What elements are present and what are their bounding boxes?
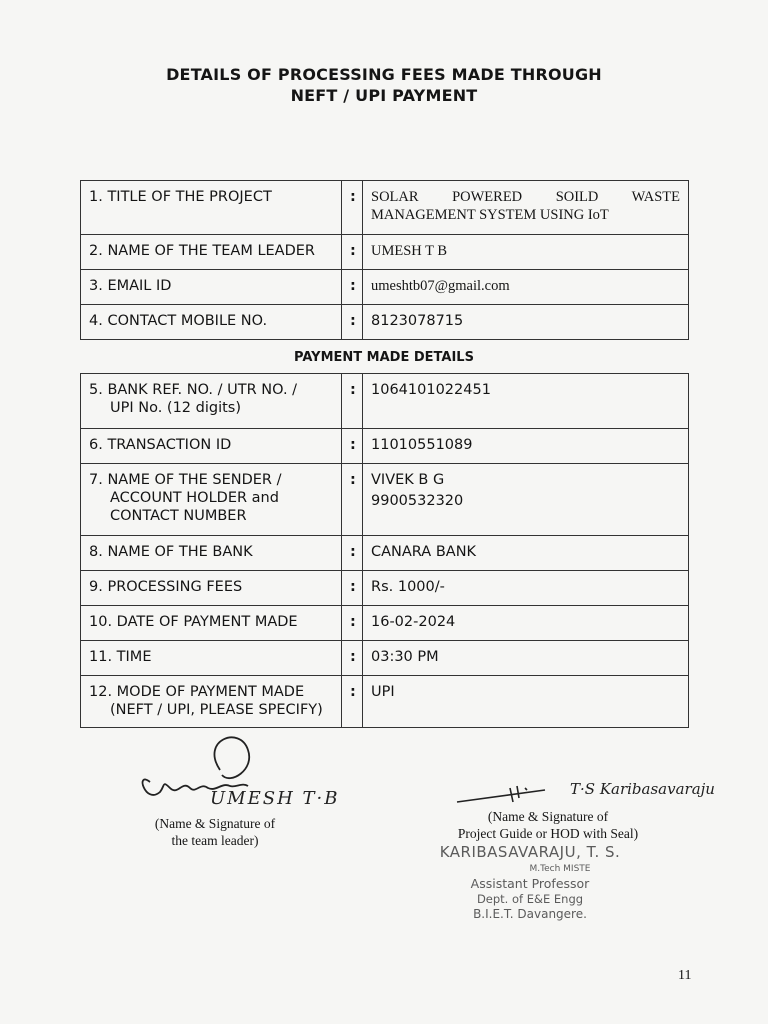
page-number: 11	[678, 968, 692, 983]
stamp-line: Dept. of E&E Engg	[476, 892, 584, 906]
payment-details-table	[80, 373, 689, 728]
email-value: umeshtb07@gmail.com	[363, 270, 689, 305]
project-title-value: SOLAR POWERED SOILD WASTE MANAGEMENT SYSTEM USING IoT	[363, 181, 689, 235]
separator: :	[342, 606, 363, 641]
transaction-id-value: 11010551089	[363, 429, 689, 464]
time-value: 03:30 PM	[363, 641, 689, 676]
row-label: 8. NAME OF THE BANK	[81, 536, 342, 571]
row-label: 2. NAME OF THE TEAM LEADER	[81, 235, 342, 270]
official-seal-stamp	[430, 843, 630, 921]
table-row	[81, 606, 689, 641]
caption-line: Project Guide or HOD with Seal)	[457, 826, 639, 841]
caption-line: the team leader)	[171, 833, 259, 848]
row-label: 4. CONTACT MOBILE NO.	[81, 305, 342, 340]
separator: :	[342, 374, 363, 429]
guide-caption	[418, 808, 678, 842]
table-row	[81, 374, 689, 429]
row-label: 3. EMAIL ID	[81, 270, 342, 305]
payment-mode-value: UPI	[363, 676, 689, 728]
team-leader-value: UMESH T B	[363, 235, 689, 270]
stamp-line: B.I.E.T. Davangere.	[473, 907, 587, 921]
document-title-line2: NEFT / UPI PAYMENT	[290, 86, 478, 105]
guide-signature-scribble	[455, 780, 575, 810]
table-row	[81, 235, 689, 270]
table-row	[81, 571, 689, 606]
table-row	[81, 181, 689, 235]
row-label-line: 5. BANK REF. NO. / UTR NO. /	[89, 382, 298, 398]
sender-contact: 9900532320	[371, 493, 464, 509]
row-label-line: 7. NAME OF THE SENDER /	[89, 472, 282, 488]
table-row	[81, 270, 689, 305]
separator: :	[342, 676, 363, 728]
leader-caption	[125, 815, 305, 849]
sender-value	[363, 464, 689, 536]
bank-name-value: CANARA BANK	[363, 536, 689, 571]
row-label: 11. TIME	[81, 641, 342, 676]
separator: :	[342, 270, 363, 305]
row-label	[81, 676, 342, 728]
project-details-table	[80, 180, 689, 340]
separator: :	[342, 464, 363, 536]
row-label: 6. TRANSACTION ID	[81, 429, 342, 464]
stamp-line: Assistant Professor	[470, 876, 590, 891]
separator: :	[342, 429, 363, 464]
row-label-line: 12. MODE OF PAYMENT MADE	[89, 684, 305, 700]
guide-handwritten-name: T·S Karibasavaraju	[570, 780, 715, 798]
table-row	[81, 641, 689, 676]
table-row	[81, 464, 689, 536]
stamp-line: M.Tech MISTE	[529, 864, 591, 874]
row-label-line: UPI No. (12 digits)	[110, 400, 242, 416]
table-row	[81, 429, 689, 464]
table-row	[81, 536, 689, 571]
row-label	[81, 374, 342, 429]
stamp-line: KARIBASAVARAJU, T. S.	[439, 843, 621, 861]
table-row	[81, 305, 689, 340]
separator: :	[342, 641, 363, 676]
row-label-line: (NEFT / UPI, PLEASE SPECIFY)	[110, 702, 323, 718]
utr-value: 1064101022451	[363, 374, 689, 429]
fees-value: Rs. 1000/-	[363, 571, 689, 606]
table-row	[81, 676, 689, 728]
separator: :	[342, 571, 363, 606]
row-label-line: CONTACT NUMBER	[110, 508, 247, 524]
leader-handwritten-name: UMESH T·B	[210, 788, 340, 809]
row-label-line: ACCOUNT HOLDER and	[110, 490, 279, 506]
row-label: 10. DATE OF PAYMENT MADE	[81, 606, 342, 641]
separator: :	[342, 536, 363, 571]
mobile-value: 8123078715	[363, 305, 689, 340]
separator: :	[342, 305, 363, 340]
separator: :	[342, 235, 363, 270]
document-title-line1: DETAILS OF PROCESSING FEES MADE THROUGH	[166, 65, 602, 84]
separator: :	[342, 181, 363, 235]
row-label: 1. TITLE OF THE PROJECT	[81, 181, 342, 235]
caption-line: (Name & Signature of	[487, 809, 609, 824]
payment-date-value: 16-02-2024	[363, 606, 689, 641]
caption-line: (Name & Signature of	[154, 816, 276, 831]
row-label: 9. PROCESSING FEES	[81, 571, 342, 606]
payment-section-heading: PAYMENT MADE DETAILS	[294, 350, 474, 365]
row-label	[81, 464, 342, 536]
sender-name: VIVEK B G	[371, 472, 445, 488]
